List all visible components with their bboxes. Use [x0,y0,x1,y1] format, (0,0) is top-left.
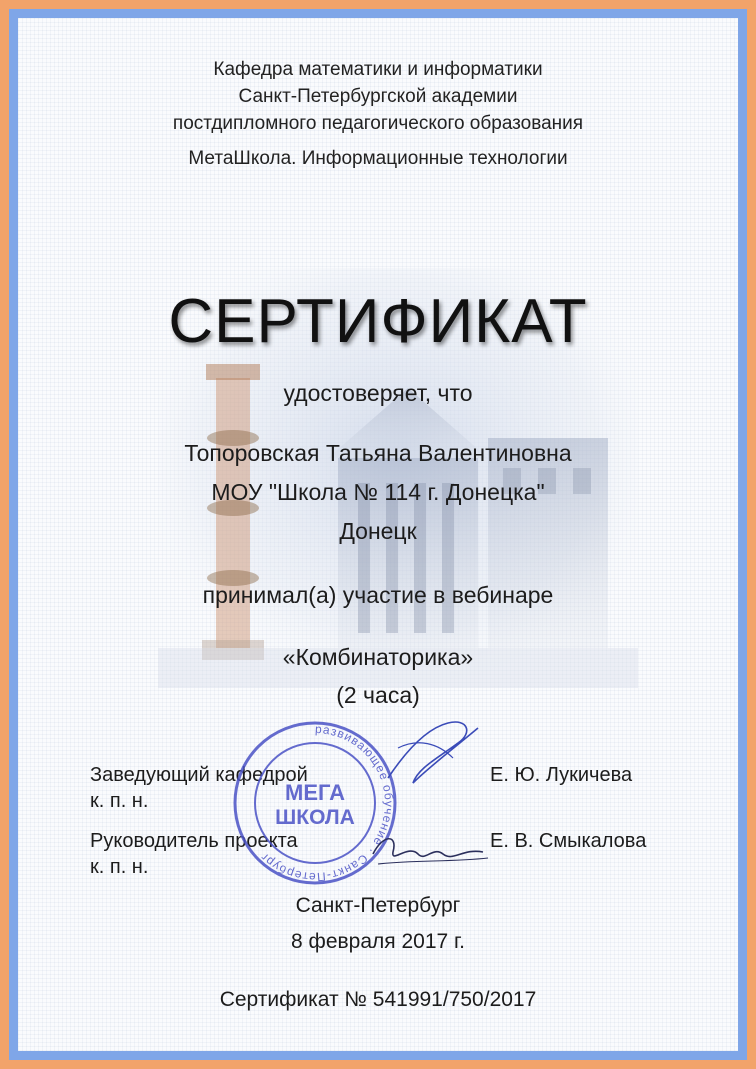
certificate-title: СЕРТИФИКАТ [168,287,588,356]
signature-degree-2: к. п. н. [90,856,149,878]
recipient-name: Топоровская Татьяна Валентиновна [184,440,572,466]
participation-text: принимал(а) участие в вебинаре [202,582,554,608]
signature-person-2: Е. В. Смыкалова [490,830,647,852]
signature-scribble-2 [363,824,493,874]
webinar-duration: (2 часа) [336,682,420,708]
header-education: постдипломного педагогического образования [172,113,584,134]
signature-degree-1: к. п. н. [90,790,149,812]
footer-place: Санкт-Петербург [295,894,461,917]
footer-date: 8 февраля 2017 г. [291,930,465,953]
signature-role-1: Заведующий кафедрой [90,764,308,786]
certificate-paper [18,18,738,1051]
header-department: Кафедра математики и информатики [213,59,543,80]
stamp-ring-text: развивающее обучение · Санкт-Петербург [257,721,396,885]
recipient-organization: МОУ "Школа № 114 г. Донецка" [211,479,545,505]
signature-person-1: Е. Ю. Лукичева [490,764,633,786]
recipient-city: Донецк [339,518,417,544]
header-academy: Санкт-Петербургской академии [238,86,518,107]
stamp-center-top: МЕГА [285,780,345,805]
signature-role-2: Руководитель проекта [90,830,298,852]
certificate-number: Сертификат № 541991/750/2017 [219,988,537,1011]
signature-scribble-1 [378,708,488,798]
stamp-center-bottom: ШКОЛА [275,806,355,829]
certifies-text: удостоверяет, что [283,380,473,406]
header-project: МетаШкола. Информационные технологии [188,148,568,169]
webinar-name: «Комбинаторика» [282,644,474,670]
